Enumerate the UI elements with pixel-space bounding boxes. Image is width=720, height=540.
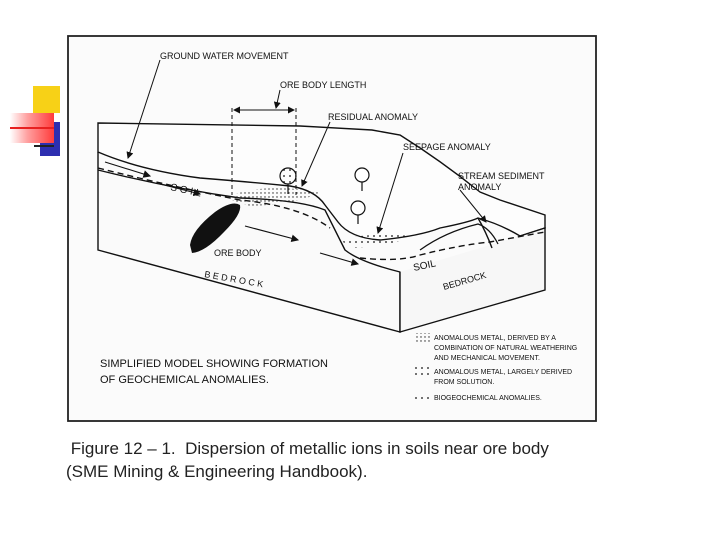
label-stream-anomaly: ANOMALY [458,182,502,192]
figure-caption [66,437,706,483]
legend-symbol-mechanical [414,333,430,342]
legend-symbol-solution [414,367,430,376]
legend-2-line2: FROM SOLUTION. [434,379,495,386]
label-soil-right: SOIL [412,258,437,274]
legend-symbol-biogeochemical [414,393,430,402]
diagram-title-line1: SIMPLIFIED MODEL SHOWING FORMATION [100,358,328,370]
legend-2-line1: ANOMALOUS METAL, LARGELY DERIVED [434,369,573,376]
caption-line1: Figure 12 – 1. Dispersion of metallic ions in soils near ore body [66,439,549,458]
label-ground-water: GROUND WATER MOVEMENT [160,51,289,61]
label-stream-sediment: STREAM SEDIMENT [458,171,545,181]
caption-line2: (SME Mining & Engineering Handbook). [66,462,368,481]
diagram-title-line2: OF GEOCHEMICAL ANOMALIES. [100,374,269,386]
label-bedrock-left: B E D R O C K [203,269,265,290]
legend-1-line3: AND MECHANICAL MOVEMENT. [434,355,540,362]
label-ore-body-length: ORE BODY LENGTH [280,80,367,90]
label-bedrock-right: BEDROCK [441,270,488,292]
legend-1-line2: COMBINATION OF NATURAL WEATHERING [434,345,578,352]
label-soil-left: S O I L [169,182,203,200]
label-seepage-anomaly: SEEPAGE ANOMALY [403,142,491,152]
label-ore-body: ORE BODY [214,248,262,258]
label-residual-anomaly: RESIDUAL ANOMALY [328,112,419,122]
legend-3-line1: BIOGEOCHEMICAL ANOMALIES. [434,395,542,402]
legend-1-line1: ANOMALOUS METAL, DERIVED BY A [434,335,556,342]
